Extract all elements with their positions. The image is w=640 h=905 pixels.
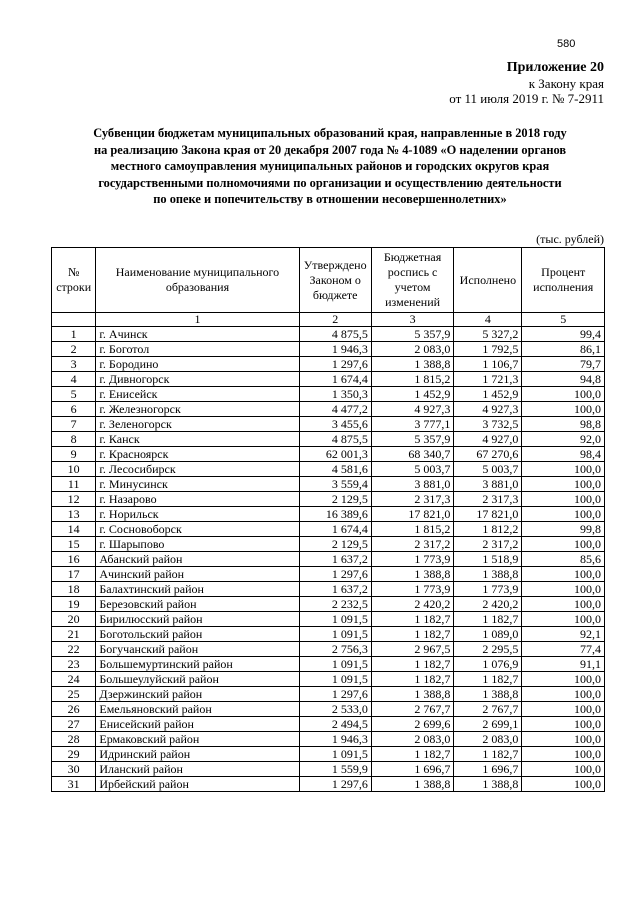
municipality-cell: Березовский район: [96, 597, 299, 612]
percent-cell: 100,0: [522, 717, 605, 732]
approved-cell: 1 297,6: [299, 687, 371, 702]
percent-cell: 94,8: [522, 372, 605, 387]
budget-cell: 1 773,9: [371, 582, 454, 597]
budget-cell: 68 340,7: [371, 447, 454, 462]
budget-cell: 1 388,8: [371, 357, 454, 372]
table-header-row: [52, 248, 605, 313]
row-number-cell: 4: [52, 372, 96, 387]
approved-cell: 1 946,3: [299, 342, 371, 357]
table-row: [52, 642, 605, 657]
executed-cell: 3 881,0: [454, 477, 522, 492]
budget-cell: 5 003,7: [371, 462, 454, 477]
heading-line-4: государственными полномочиями по организации и осуществлению деятельности: [98, 175, 562, 190]
column-number: 4: [454, 313, 522, 327]
table-row: [52, 627, 605, 642]
percent-cell: 100,0: [522, 492, 605, 507]
municipality-cell: Ирбейский район: [96, 777, 299, 792]
budget-cell: 2 317,3: [371, 492, 454, 507]
percent-cell: 92,0: [522, 432, 605, 447]
approved-cell: 2 129,5: [299, 537, 371, 552]
executed-cell: 2 699,1: [454, 717, 522, 732]
percent-cell: 100,0: [522, 777, 605, 792]
municipality-cell: г. Назарово: [96, 492, 299, 507]
row-number-cell: 21: [52, 627, 96, 642]
table-row: [52, 462, 605, 477]
table-row: [52, 327, 605, 342]
percent-cell: 100,0: [522, 687, 605, 702]
municipality-cell: г. Шарыпово: [96, 537, 299, 552]
executed-cell: 3 732,5: [454, 417, 522, 432]
municipality-cell: Большемуртинский район: [96, 657, 299, 672]
table-row: [52, 777, 605, 792]
table-row: [52, 507, 605, 522]
budget-cell: 1 388,8: [371, 567, 454, 582]
row-number-cell: 2: [52, 342, 96, 357]
appendix-line-2: к Закону края: [528, 75, 604, 91]
executed-cell: 1 388,8: [454, 777, 522, 792]
budget-cell: 3 881,0: [371, 477, 454, 492]
header-municipality: Наименование муниципального образования: [96, 248, 299, 313]
table-row: [52, 432, 605, 447]
row-number-cell: 22: [52, 642, 96, 657]
percent-cell: 100,0: [522, 612, 605, 627]
table-row: [52, 372, 605, 387]
budget-cell: 2 083,0: [371, 342, 454, 357]
executed-cell: 5 003,7: [454, 462, 522, 477]
executed-cell: 2 767,7: [454, 702, 522, 717]
page-number: 580: [557, 38, 576, 50]
approved-cell: 4 875,5: [299, 327, 371, 342]
municipality-cell: г. Боготол: [96, 342, 299, 357]
row-number-cell: 23: [52, 657, 96, 672]
executed-cell: 2 083,0: [454, 732, 522, 747]
row-number-cell: 1: [52, 327, 96, 342]
budget-cell: 5 357,9: [371, 327, 454, 342]
budget-cell: 17 821,0: [371, 507, 454, 522]
approved-cell: 2 533,0: [299, 702, 371, 717]
row-number-cell: 10: [52, 462, 96, 477]
percent-cell: 79,7: [522, 357, 605, 372]
percent-cell: 100,0: [522, 462, 605, 477]
executed-cell: 1 076,9: [454, 657, 522, 672]
table-row: [52, 717, 605, 732]
executed-cell: 1 182,7: [454, 747, 522, 762]
municipality-cell: г. Ачинск: [96, 327, 299, 342]
table-row: [52, 672, 605, 687]
table-row: [52, 762, 605, 777]
municipality-cell: Бирилюсский район: [96, 612, 299, 627]
executed-cell: 1 089,0: [454, 627, 522, 642]
percent-cell: 85,6: [522, 552, 605, 567]
budget-cell: 1 388,8: [371, 777, 454, 792]
budget-cell: 4 927,3: [371, 402, 454, 417]
municipality-cell: Балахтинский район: [96, 582, 299, 597]
municipality-cell: г. Енисейск: [96, 387, 299, 402]
budget-cell: 1 182,7: [371, 672, 454, 687]
table-row: [52, 552, 605, 567]
percent-cell: 86,1: [522, 342, 605, 357]
header-approved: Утверждено Законом о бюджете: [299, 248, 371, 313]
row-number-cell: 8: [52, 432, 96, 447]
municipality-cell: г. Зеленогорск: [96, 417, 299, 432]
table-row: [52, 657, 605, 672]
municipality-cell: Дзержинский район: [96, 687, 299, 702]
municipality-cell: Абанский район: [96, 552, 299, 567]
approved-cell: 1 297,6: [299, 357, 371, 372]
executed-cell: 1 182,7: [454, 672, 522, 687]
row-number-cell: 19: [52, 597, 96, 612]
table-row: [52, 342, 605, 357]
row-number-cell: 29: [52, 747, 96, 762]
municipality-cell: Иланский район: [96, 762, 299, 777]
executed-cell: 1 106,7: [454, 357, 522, 372]
budget-cell: 2 420,2: [371, 597, 454, 612]
approved-cell: 1 297,6: [299, 567, 371, 582]
approved-cell: 1 091,5: [299, 672, 371, 687]
approved-cell: 4 875,5: [299, 432, 371, 447]
appendix-line-3: от 11 июля 2019 г. № 7-2911: [449, 91, 604, 106]
column-number-row: [52, 313, 605, 327]
budget-cell: 1 182,7: [371, 657, 454, 672]
executed-cell: 1 721,3: [454, 372, 522, 387]
percent-cell: 100,0: [522, 762, 605, 777]
approved-cell: 1 350,3: [299, 387, 371, 402]
municipality-cell: Ачинский район: [96, 567, 299, 582]
approved-cell: 1 091,5: [299, 657, 371, 672]
approved-cell: 62 001,3: [299, 447, 371, 462]
table-row: [52, 492, 605, 507]
table-row: [52, 597, 605, 612]
row-number-cell: 12: [52, 492, 96, 507]
percent-cell: 98,4: [522, 447, 605, 462]
row-number-cell: 15: [52, 537, 96, 552]
percent-cell: 91,1: [522, 657, 605, 672]
percent-cell: 100,0: [522, 747, 605, 762]
row-number-cell: 3: [52, 357, 96, 372]
executed-cell: 17 821,0: [454, 507, 522, 522]
municipality-cell: г. Железногорск: [96, 402, 299, 417]
executed-cell: 1 792,5: [454, 342, 522, 357]
row-number-cell: 27: [52, 717, 96, 732]
municipality-cell: Ермаковский район: [96, 732, 299, 747]
approved-cell: 2 494,5: [299, 717, 371, 732]
percent-cell: 100,0: [522, 732, 605, 747]
budget-cell: 1 815,2: [371, 372, 454, 387]
approved-cell: 1 091,5: [299, 747, 371, 762]
executed-cell: 1 773,9: [454, 582, 522, 597]
budget-cell: 5 357,9: [371, 432, 454, 447]
municipality-cell: г. Дивногорск: [96, 372, 299, 387]
approved-cell: 1 674,4: [299, 522, 371, 537]
header-percent: Процент исполнения: [522, 248, 605, 313]
header-executed: Исполнено: [454, 248, 522, 313]
column-number: 2: [299, 313, 371, 327]
budget-cell: 1 182,7: [371, 627, 454, 642]
budget-cell: 1 182,7: [371, 612, 454, 627]
executed-cell: 1 518,9: [454, 552, 522, 567]
executed-cell: 2 420,2: [454, 597, 522, 612]
executed-cell: 4 927,0: [454, 432, 522, 447]
municipality-cell: Большеулуйский район: [96, 672, 299, 687]
row-number-cell: 16: [52, 552, 96, 567]
row-number-cell: 9: [52, 447, 96, 462]
executed-cell: 1 388,8: [454, 687, 522, 702]
row-number-cell: 20: [52, 612, 96, 627]
row-number-cell: 26: [52, 702, 96, 717]
percent-cell: 100,0: [522, 582, 605, 597]
row-number-cell: 5: [52, 387, 96, 402]
executed-cell: 1 388,8: [454, 567, 522, 582]
table-row: [52, 567, 605, 582]
row-number-cell: 18: [52, 582, 96, 597]
budget-cell: 1 815,2: [371, 522, 454, 537]
municipality-cell: г. Норильск: [96, 507, 299, 522]
executed-cell: 2 317,2: [454, 537, 522, 552]
budget-cell: 2 317,2: [371, 537, 454, 552]
table-row: [52, 537, 605, 552]
approved-cell: 1 091,5: [299, 612, 371, 627]
row-number-cell: 14: [52, 522, 96, 537]
table-row: [52, 417, 605, 432]
approved-cell: 1 091,5: [299, 627, 371, 642]
approved-cell: 1 946,3: [299, 732, 371, 747]
percent-cell: 100,0: [522, 702, 605, 717]
executed-cell: 1 812,2: [454, 522, 522, 537]
municipality-cell: Идринский район: [96, 747, 299, 762]
approved-cell: 3 559,4: [299, 477, 371, 492]
approved-cell: 2 232,5: [299, 597, 371, 612]
table-row: [52, 357, 605, 372]
budget-cell: 2 699,6: [371, 717, 454, 732]
appendix-title: Приложение 20: [506, 60, 604, 75]
header-budget-list: Бюджетная роспись с учетом изменений: [371, 248, 454, 313]
percent-cell: 99,4: [522, 327, 605, 342]
units-label: (тыс. рублей): [536, 232, 604, 246]
row-number-cell: 31: [52, 777, 96, 792]
row-number-cell: 25: [52, 687, 96, 702]
municipality-cell: Богучанский район: [96, 642, 299, 657]
approved-cell: 4 477,2: [299, 402, 371, 417]
appendix-block: [449, 60, 604, 107]
executed-cell: 2 295,5: [454, 642, 522, 657]
approved-cell: 16 389,6: [299, 507, 371, 522]
budget-cell: 2 767,7: [371, 702, 454, 717]
municipality-cell: Боготольский район: [96, 627, 299, 642]
table-row: [52, 477, 605, 492]
row-number-cell: 11: [52, 477, 96, 492]
approved-cell: 1 559,9: [299, 762, 371, 777]
table-row: [52, 447, 605, 462]
executed-cell: 4 927,3: [454, 402, 522, 417]
approved-cell: 1 637,2: [299, 552, 371, 567]
approved-cell: 4 581,6: [299, 462, 371, 477]
approved-cell: 1 637,2: [299, 582, 371, 597]
column-number: 1: [96, 313, 299, 327]
percent-cell: 100,0: [522, 597, 605, 612]
executed-cell: 5 327,2: [454, 327, 522, 342]
table-body: [52, 327, 605, 792]
approved-cell: 3 455,6: [299, 417, 371, 432]
percent-cell: 100,0: [522, 477, 605, 492]
table-row: [52, 522, 605, 537]
budget-cell: 1 696,7: [371, 762, 454, 777]
approved-cell: 2 756,3: [299, 642, 371, 657]
municipality-cell: г. Сосновоборск: [96, 522, 299, 537]
table-row: [52, 582, 605, 597]
budget-cell: 3 777,1: [371, 417, 454, 432]
municipality-cell: Емельяновский район: [96, 702, 299, 717]
percent-cell: 100,0: [522, 537, 605, 552]
document-heading: [60, 125, 600, 208]
budget-cell: 1 773,9: [371, 552, 454, 567]
approved-cell: 2 129,5: [299, 492, 371, 507]
percent-cell: 100,0: [522, 507, 605, 522]
row-number-cell: 30: [52, 762, 96, 777]
percent-cell: 100,0: [522, 567, 605, 582]
row-number-cell: 28: [52, 732, 96, 747]
table-row: [52, 747, 605, 762]
percent-cell: 92,1: [522, 627, 605, 642]
percent-cell: 98,8: [522, 417, 605, 432]
column-number: 5: [522, 313, 605, 327]
budget-cell: 2 967,5: [371, 642, 454, 657]
executed-cell: 1 696,7: [454, 762, 522, 777]
percent-cell: 100,0: [522, 402, 605, 417]
column-number-blank: [52, 313, 96, 327]
table-row: [52, 732, 605, 747]
executed-cell: 1 182,7: [454, 612, 522, 627]
executed-cell: 1 452,9: [454, 387, 522, 402]
percent-cell: 99,8: [522, 522, 605, 537]
heading-line-2: на реализацию Закона края от 20 декабря 2007 года № 4-1089 «О наделении органов: [93, 142, 567, 157]
row-number-cell: 17: [52, 567, 96, 582]
approved-cell: 1 297,6: [299, 777, 371, 792]
percent-cell: 100,0: [522, 387, 605, 402]
municipality-cell: Енисейский район: [96, 717, 299, 732]
header-row-number: № строки: [52, 248, 96, 313]
percent-cell: 77,4: [522, 642, 605, 657]
table-row: [52, 387, 605, 402]
table-row: [52, 702, 605, 717]
approved-cell: 1 674,4: [299, 372, 371, 387]
table-row: [52, 402, 605, 417]
municipality-cell: г. Минусинск: [96, 477, 299, 492]
row-number-cell: 24: [52, 672, 96, 687]
budget-cell: 2 083,0: [371, 732, 454, 747]
subventions-table: [51, 247, 605, 792]
municipality-cell: г. Лесосибирск: [96, 462, 299, 477]
municipality-cell: г. Бородино: [96, 357, 299, 372]
row-number-cell: 6: [52, 402, 96, 417]
budget-cell: 1 182,7: [371, 747, 454, 762]
percent-cell: 100,0: [522, 672, 605, 687]
row-number-cell: 13: [52, 507, 96, 522]
municipality-cell: г. Красноярск: [96, 447, 299, 462]
budget-cell: 1 452,9: [371, 387, 454, 402]
budget-cell: 1 388,8: [371, 687, 454, 702]
column-number: 3: [371, 313, 454, 327]
table-row: [52, 687, 605, 702]
executed-cell: 67 270,6: [454, 447, 522, 462]
table-row: [52, 612, 605, 627]
heading-line-3: местного самоуправления муниципальных районов и городских округов края: [110, 159, 550, 173]
heading-line-5: по опеке и попечительству в отношении несовершеннолетних»: [153, 192, 507, 206]
municipality-cell: г. Канск: [96, 432, 299, 447]
heading-line-1: Субвенции бюджетам муниципальных образований края, направленные в 2018 году: [93, 126, 567, 140]
row-number-cell: 7: [52, 417, 96, 432]
executed-cell: 2 317,3: [454, 492, 522, 507]
